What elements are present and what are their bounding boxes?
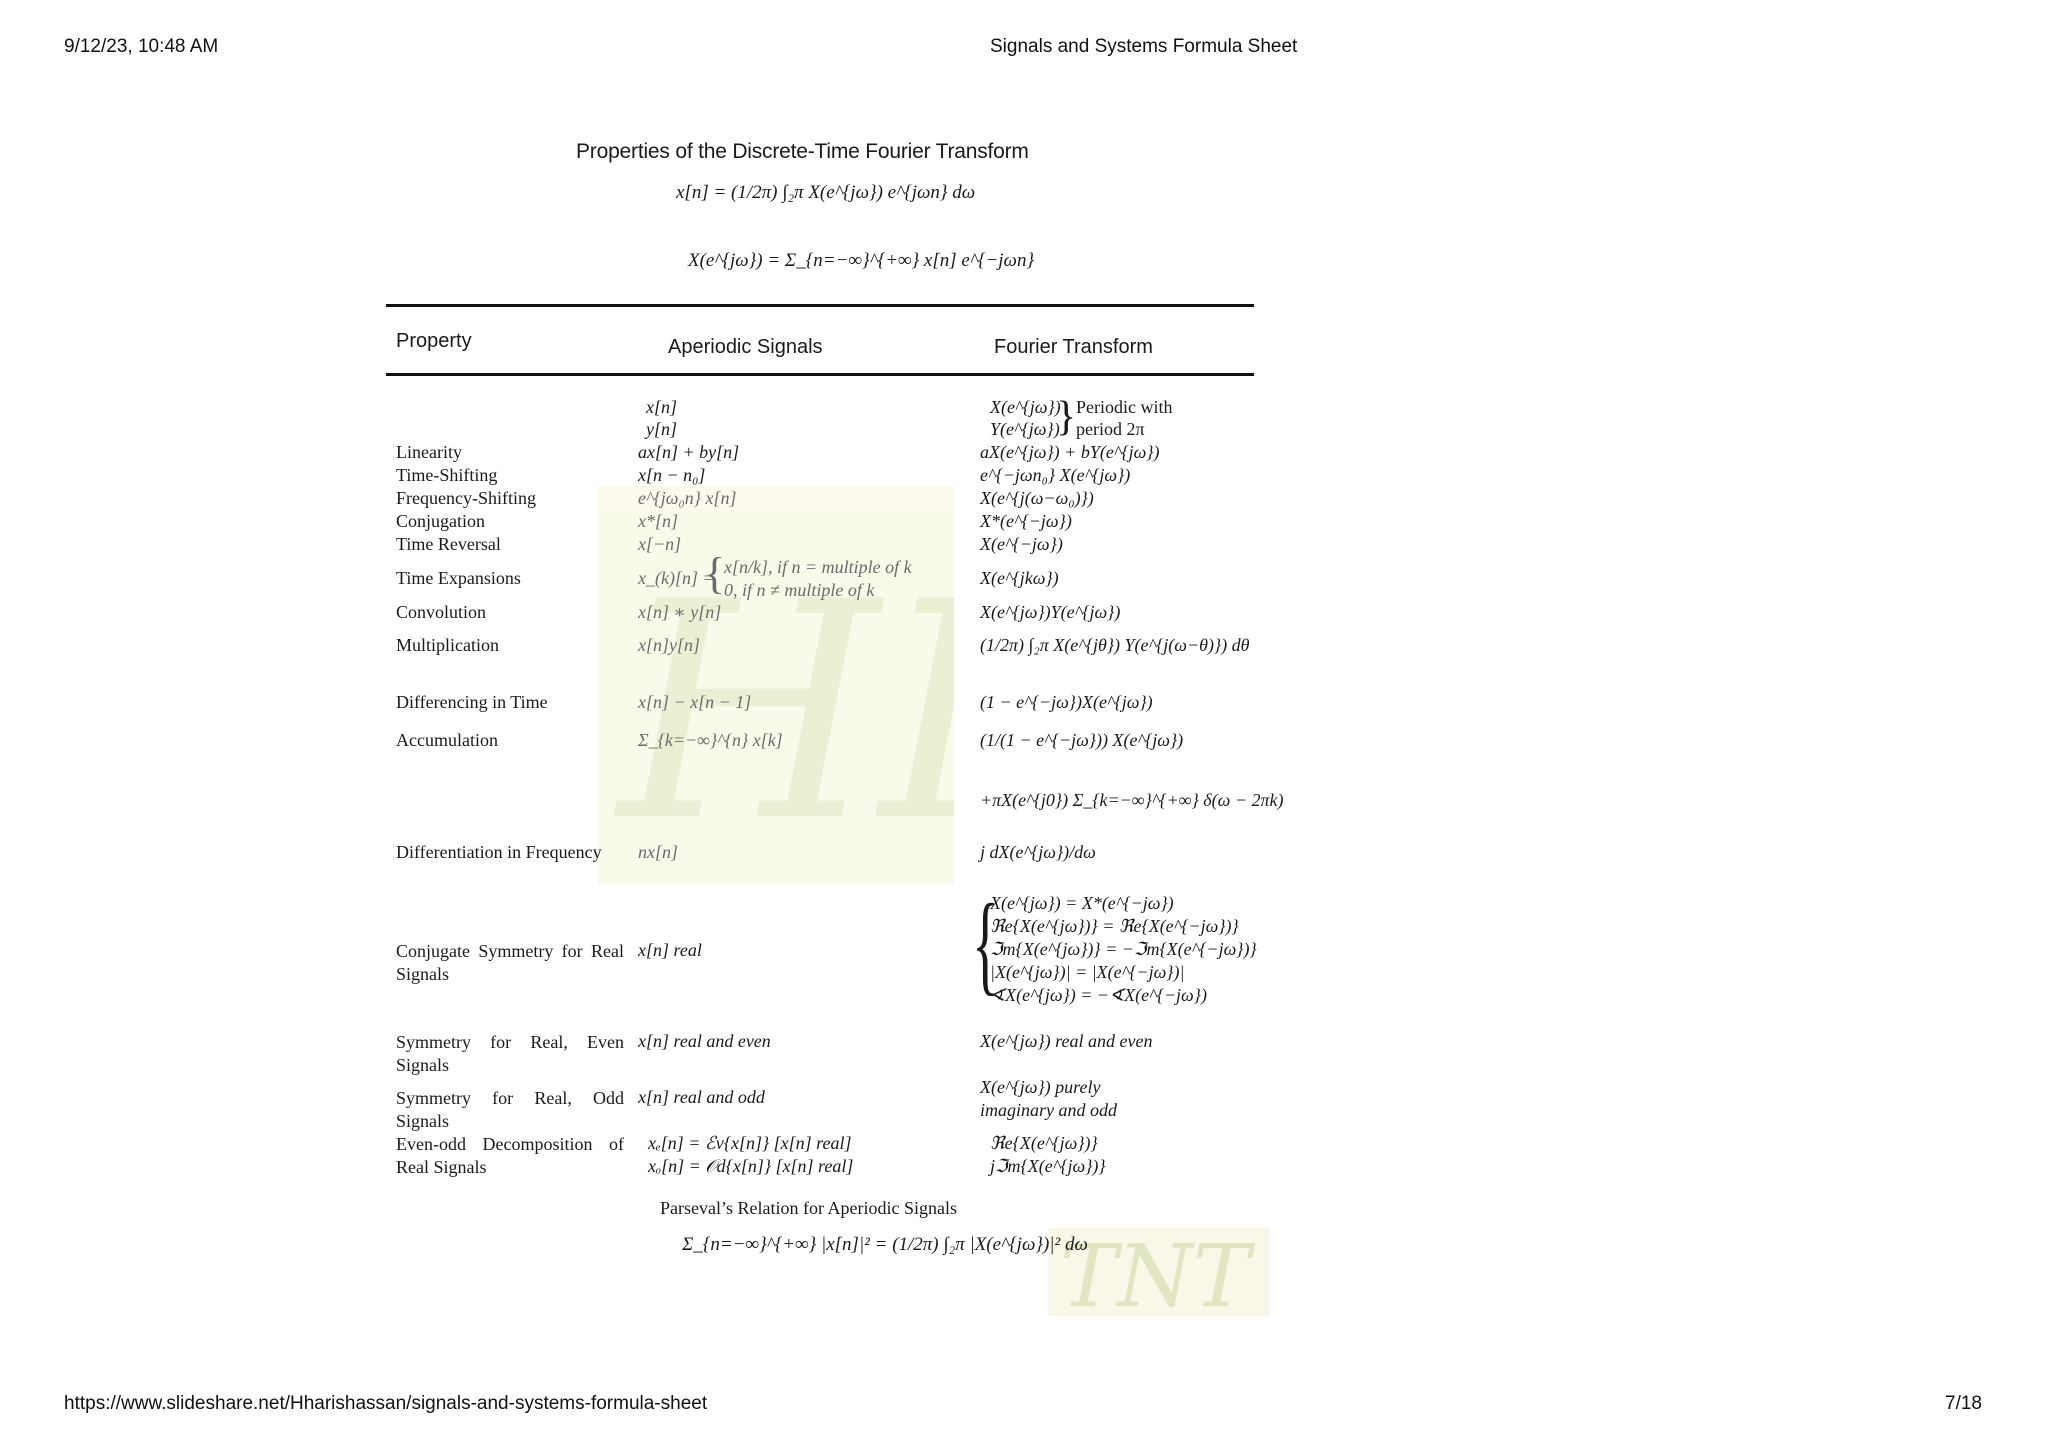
transform-cell: X(e^{j(ω−ω₀)}) — [980, 488, 1094, 508]
column-header-property: Property — [396, 330, 472, 352]
analysis-equation: X(e^{jω}) = Σ_{n=−∞}^{+∞} x[n] e^{−jωn} — [688, 250, 1035, 271]
tnt-logo-text: TNT — [1060, 1228, 1250, 1316]
transform-cell: X(e^{jkω}) — [980, 568, 1059, 588]
transform-cell: j dX(e^{jω})/dω — [980, 842, 1096, 862]
property-label: Accumulation — [396, 730, 498, 750]
signal-case-1: x[n/k], if n = multiple of k — [724, 557, 912, 577]
signal-cell: ax[n] + by[n] — [638, 442, 740, 462]
transform-cell: X(e^{jω}) purely imaginary and odd — [980, 1077, 1117, 1120]
column-header-transform: Fourier Transform — [994, 336, 1153, 358]
property-label: Even-odd Decomposition of Real Signals — [396, 1134, 624, 1177]
header-transform-y: Y(e^{jω}) — [990, 419, 1060, 439]
property-label: Conjugation — [396, 511, 485, 531]
signal-cell: nx[n] — [638, 842, 678, 862]
property-label: Linearity — [396, 442, 462, 462]
signal-cell: x[n] real — [638, 940, 702, 960]
periodic-brace: } — [1056, 394, 1077, 440]
signal-cell: Σ_{k=−∞}^{n} x[k] — [638, 730, 783, 750]
property-label: Time Reversal — [396, 534, 501, 554]
property-label: Conjugate Symmetry for Real Signals — [396, 941, 624, 984]
transform-cell: X*(e^{−jω}) — [980, 511, 1072, 531]
property-label: Frequency-Shifting — [396, 488, 536, 508]
conjugate-line: ℜe{X(e^{jω})} = ℜe{X(e^{−jω})} — [990, 916, 1239, 936]
parseval-equation: Σ_{n=−∞}^{+∞} |x[n]|² = (1/2π) ∫₂π |X(e^{jω})|² dω — [682, 1234, 1088, 1255]
transform-cell: X(e^{−jω}) — [980, 534, 1063, 554]
print-url[interactable]: https://www.slideshare.net/Hharishassan/signals-and-systems-formula-sheet — [64, 1393, 708, 1414]
signal-cell: x*[n] — [638, 511, 678, 531]
transform-cell: X(e^{jω}) real and even — [980, 1031, 1153, 1051]
property-label: Time-Shifting — [396, 465, 498, 485]
property-label: Time Expansions — [396, 568, 521, 588]
header-signal-x: x[n] — [646, 397, 677, 417]
print-page-counter: 7/18 — [1945, 1393, 1982, 1414]
transform-cell: aX(e^{jω}) + bY(e^{jω}) — [980, 442, 1160, 462]
synthesis-equation: x[n] = (1/2π) ∫₂π X(e^{jω}) e^{jωn} dω — [676, 182, 976, 203]
signal-cell: x_(k)[n] = — [638, 568, 715, 588]
transform-cell: e^{−jωn₀} X(e^{jω}) — [980, 465, 1131, 485]
property-label: Convolution — [396, 602, 487, 622]
signal-cell: x[n] ∗ y[n] — [638, 602, 722, 622]
periodic-note-line2: period 2π — [1076, 419, 1145, 439]
transform-cell: (1/2π) ∫₂π X(e^{jθ}) Y(e^{j(ω−θ)}) dθ — [980, 635, 1250, 655]
signal-cell: x[n] real and even — [638, 1031, 771, 1051]
transform-cell: X(e^{jω})Y(e^{jω}) — [980, 602, 1121, 622]
property-label: Symmetry for Real, Odd Signals — [396, 1088, 624, 1131]
print-datetime: 9/12/23, 10:48 AM — [64, 36, 219, 57]
cases-brace: { — [704, 549, 726, 598]
signal-cell: x[n] real and odd — [638, 1087, 765, 1107]
header-transform-x: X(e^{jω}) — [990, 397, 1061, 417]
signal-cell: x[n]y[n] — [638, 635, 700, 655]
signal-cell: x[−n] — [638, 534, 682, 554]
signal-cell: x[n] − x[n − 1] — [638, 692, 752, 712]
parseval-title: Parseval’s Relation for Aperiodic Signals — [660, 1198, 957, 1218]
print-page-title: Signals and Systems Formula Sheet — [990, 36, 1298, 57]
periodic-note-line1: Periodic with — [1076, 397, 1173, 417]
signal-cell: e^{jω₀n} x[n] — [638, 488, 737, 508]
property-label: Symmetry for Real, Even Signals — [396, 1032, 624, 1075]
property-label: Differentiation in Frequency — [396, 842, 602, 862]
conjugate-brace: { — [972, 882, 999, 1006]
table-top-rule — [386, 304, 1254, 307]
conjugate-line: ℑm{X(e^{jω})} = −ℑm{X(e^{−jω})} — [990, 939, 1257, 959]
transform-cell-line2: jℑm{X(e^{jω})} — [990, 1156, 1106, 1176]
signal-case-2: 0, if n ≠ multiple of k — [724, 580, 875, 600]
conjugate-line: |X(e^{jω})| = |X(e^{−jω})| — [990, 962, 1185, 982]
transform-cell: (1/(1 − e^{−jω})) X(e^{jω}) — [980, 730, 1184, 750]
table-header-rule — [386, 373, 1254, 376]
transform-cell-line1: ℜe{X(e^{jω})} — [990, 1133, 1098, 1153]
signal-cell-line2: xₒ[n] = 𝒪d{x[n]} [x[n] real] — [648, 1156, 854, 1176]
property-label: Multiplication — [396, 635, 499, 655]
header-signal-y: y[n] — [646, 419, 677, 439]
signal-cell: x[n − n₀] — [638, 465, 706, 485]
transform-cell: (1 − e^{−jω})X(e^{jω}) — [980, 692, 1153, 712]
column-header-aperiodic: Aperiodic Signals — [668, 336, 823, 358]
property-label: Differencing in Time — [396, 692, 548, 712]
transform-cell-line2: +πX(e^{j0}) Σ_{k=−∞}^{+∞} δ(ω − 2πk) — [980, 790, 1284, 810]
conjugate-line: ∢X(e^{jω}) = −∢X(e^{−jω}) — [990, 985, 1207, 1005]
hh-logo-text: H — [618, 538, 880, 884]
conjugate-line: X(e^{jω}) = X*(e^{−jω}) — [990, 893, 1174, 913]
signal-cell-line1: xₑ[n] = ℰv{x[n]} [x[n] real] — [648, 1133, 852, 1153]
sheet-title: Properties of the Discrete-Time Fourier Transform — [576, 140, 1029, 163]
